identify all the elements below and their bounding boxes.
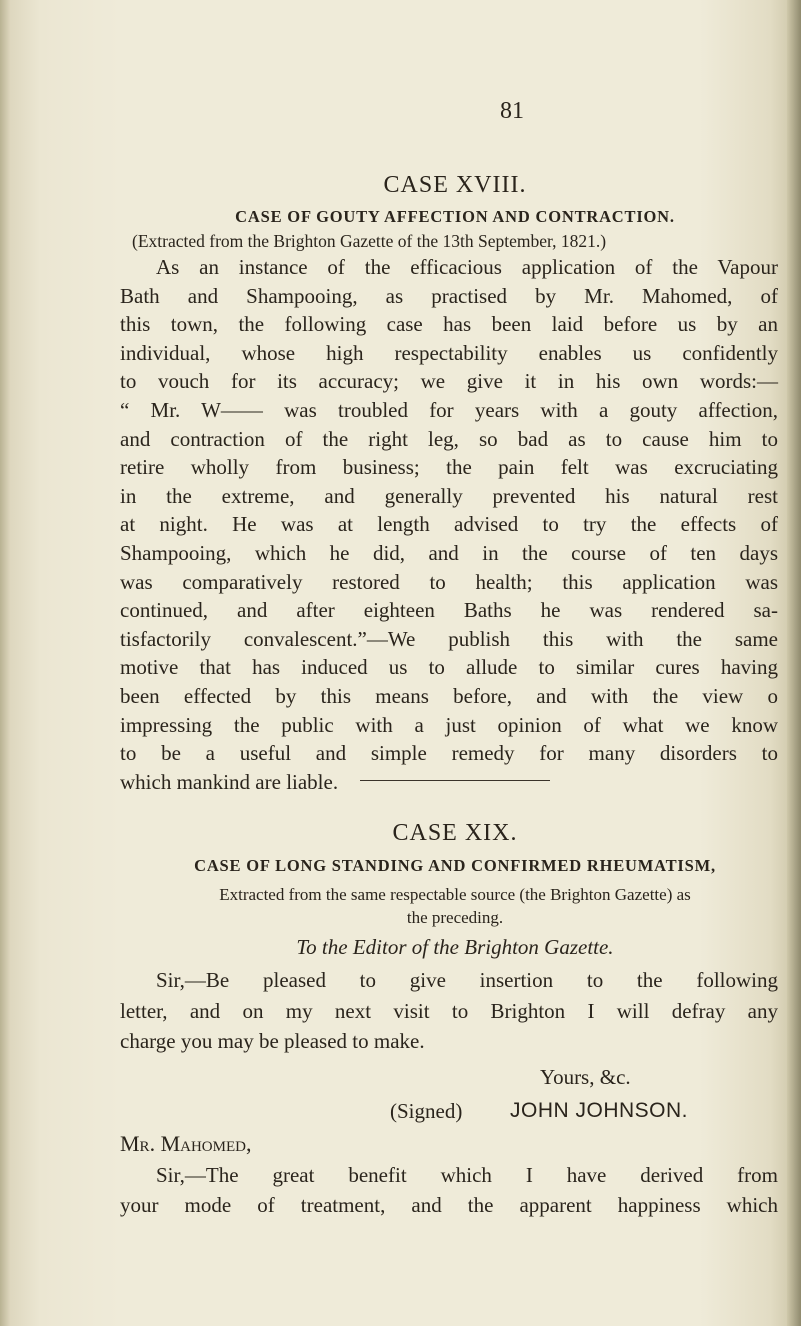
case-18-text-line: and contraction of the right leg, so bad as to cause him to bbox=[120, 426, 778, 451]
case-18-source: (Extracted from the Brighton Gazette of the 13th September, 1821.) bbox=[132, 231, 607, 251]
case-18-text-line: motive that has induced us to allude to similar cures having bbox=[120, 655, 778, 680]
case-18-subtitle: CASE OF GOUTY AFFECTION AND CONTRACTION. bbox=[235, 207, 675, 226]
case-18-text-line: “ Mr. W—— was troubled for years with a gouty affection, bbox=[120, 398, 778, 422]
signature-prefix: (Signed) bbox=[390, 1099, 463, 1123]
case-18-text-line: Bath and Shampooing, as practised by Mr. Mahomed, of bbox=[120, 283, 778, 308]
letter-closing: Yours, &c. bbox=[540, 1065, 631, 1089]
case-19-source-line2: the preceding. bbox=[406, 908, 504, 927]
letter-salutation: Mr. Mahomed, bbox=[120, 1131, 252, 1156]
case-19-title: CASE XIX. bbox=[392, 820, 518, 846]
case-18-text-line: Shampooing, which he did, and in the course of ten days bbox=[120, 541, 778, 565]
case-18-text-line: As an instance of the efficacious application of the Vapour bbox=[156, 255, 778, 279]
case-18-text-line: retire wholly from business; the pain felt was excruciating bbox=[120, 455, 778, 480]
case-18-text-line: this town, the following case has been laid before us by an bbox=[120, 312, 778, 337]
case-18-text-line: in the extreme, and generally prevented his natural rest bbox=[120, 483, 778, 508]
letter-address: To the Editor of the Brighton Gazette. bbox=[296, 935, 614, 959]
letter-1-text-line: letter, and on my next visit to Brighton I will defray any bbox=[120, 998, 778, 1023]
case-19-subtitle: CASE OF LONG STANDING AND CONFIRMED RHEUMATISM, bbox=[194, 856, 716, 875]
page-number: 81 bbox=[500, 98, 524, 124]
letter-2-text-line: Sir,—The great benefit which I have derived from bbox=[156, 1163, 778, 1187]
letter-1-text-line: Sir,—Be pleased to give insertion to the following bbox=[156, 968, 778, 992]
signature-name: JOHN JOHNSON. bbox=[510, 1099, 689, 1122]
case-18-text-line: impressing the public with a just opinion of what we know bbox=[120, 712, 778, 737]
case-18-text-line: to vouch for its accuracy; we give it in his own words:— bbox=[120, 369, 778, 394]
case-18-text-line: tisfactorily convalescent.”—We publish this with the same bbox=[120, 626, 778, 651]
case-18-text-line: individual, whose high respectability enables us confidently bbox=[120, 340, 778, 365]
page-left-edge bbox=[0, 0, 10, 1326]
case-19-source-line1: Extracted from the same respectable source (the Brighton Gazette) as bbox=[219, 885, 691, 904]
case-18-text-line: to be a useful and simple remedy for many disorders to bbox=[120, 741, 778, 766]
section-divider bbox=[360, 780, 550, 781]
case-18-text-line: continued, and after eighteen Baths he was rendered sa- bbox=[120, 598, 778, 623]
case-18-text-line: been effected by this means before, and with the view o bbox=[120, 684, 778, 708]
case-18-title: CASE XVIII. bbox=[383, 172, 527, 198]
case-18-text-line: which mankind are liable. bbox=[120, 769, 339, 794]
case-18-text-line: at night. He was at length advised to try the effects of bbox=[120, 512, 778, 537]
letter-2-text-line: your mode of treatment, and the apparent happiness which bbox=[120, 1193, 778, 1217]
letter-1-text-line: charge you may be pleased to make. bbox=[120, 1029, 425, 1053]
case-18-text-line: was comparatively restored to health; this application was bbox=[120, 569, 778, 594]
